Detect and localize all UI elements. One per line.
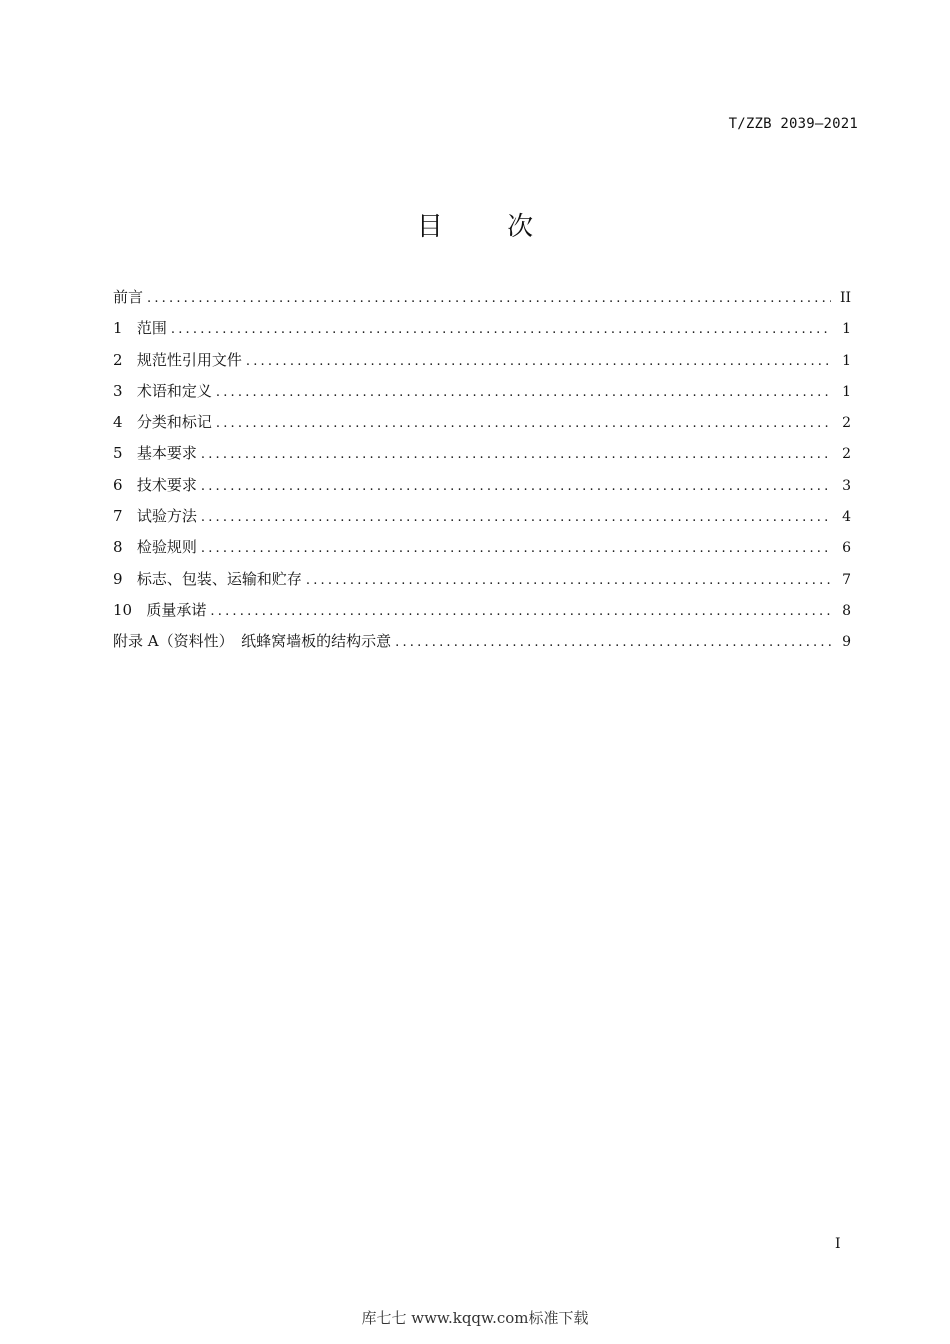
toc-page-number: 4 [842,509,851,526]
toc-label: 术语和定义 [136,381,212,400]
toc-leader-dots [201,538,831,560]
page-number: I [835,1236,841,1252]
toc-page-number: II [839,290,851,306]
document-number: T/ZZB 2039—2021 [728,116,858,132]
toc-entry-annex-a[interactable] [113,630,851,661]
toc-page-number: 1 [842,383,851,400]
footer-watermark-text: 库七七 www.kqqw.com标准下载 [361,1309,589,1327]
toc-page-number: 1 [842,352,851,369]
page-title: 目 次 [416,212,562,242]
toc-leader-dots [306,570,831,592]
toc-entry-foreword[interactable] [113,286,851,317]
toc-page-number: 7 [842,571,851,588]
toc-entry-8[interactable] [113,536,851,567]
toc-leader-dots [201,476,831,498]
toc-section-number: 8 [113,538,123,557]
toc-leader-dots [216,413,831,435]
toc-section-number: 6 [113,475,123,494]
toc-entry-1[interactable] [113,317,851,348]
toc-entry-4[interactable] [113,411,851,442]
toc-label: 前言 [113,288,144,306]
toc-leader-dots [210,601,831,623]
toc-label: 检验规则 [136,538,197,557]
toc-entry-10[interactable] [113,599,851,630]
toc-leader-dots [395,632,831,654]
toc-section-number: 4 [113,413,123,432]
toc-entry-9[interactable] [113,568,851,599]
toc-section-number: 3 [113,381,123,400]
toc-leader-dots [201,444,831,466]
toc-entry-6[interactable] [113,474,851,505]
toc-entry-7[interactable] [113,505,851,536]
toc-page-number: 9 [842,634,851,651]
toc-label: 范围 [136,319,167,338]
toc-label: 规范性引用文件 [136,350,242,369]
toc-label: 分类和标记 [136,413,212,432]
toc-section-number: 7 [113,507,123,526]
toc-leader-dots [201,507,831,529]
toc-page-number: 8 [842,602,851,619]
toc-page-number: 2 [842,446,851,463]
toc-page-number: 3 [842,477,851,494]
toc-leader-dots [246,351,831,373]
toc-entry-3[interactable] [113,380,851,411]
toc-section-number: 1 [113,319,123,338]
toc-leader-dots [147,288,831,310]
toc-label: 试验方法 [136,507,197,526]
toc-entry-2[interactable] [113,349,851,380]
toc-label: 附录 A（资料性） 纸蜂窝墙板的结构示意 [113,632,392,651]
toc-page-number: 6 [842,540,851,557]
toc-label: 技术要求 [136,475,197,494]
toc-label: 基本要求 [136,444,197,463]
toc-section-number: 10 [113,600,133,619]
toc-label: 标志、包装、运输和贮存 [136,569,302,588]
toc-entry-5[interactable] [113,442,851,473]
toc-leader-dots [171,319,831,341]
toc-section-number: 9 [113,569,123,588]
toc-label: 质量承诺 [146,600,207,619]
toc-section-number: 2 [113,350,123,369]
toc-section-number: 5 [113,444,123,463]
toc-page-number: 2 [842,415,851,432]
toc-page-number: 1 [842,321,851,338]
table-of-contents [113,286,851,662]
toc-leader-dots [216,382,831,404]
